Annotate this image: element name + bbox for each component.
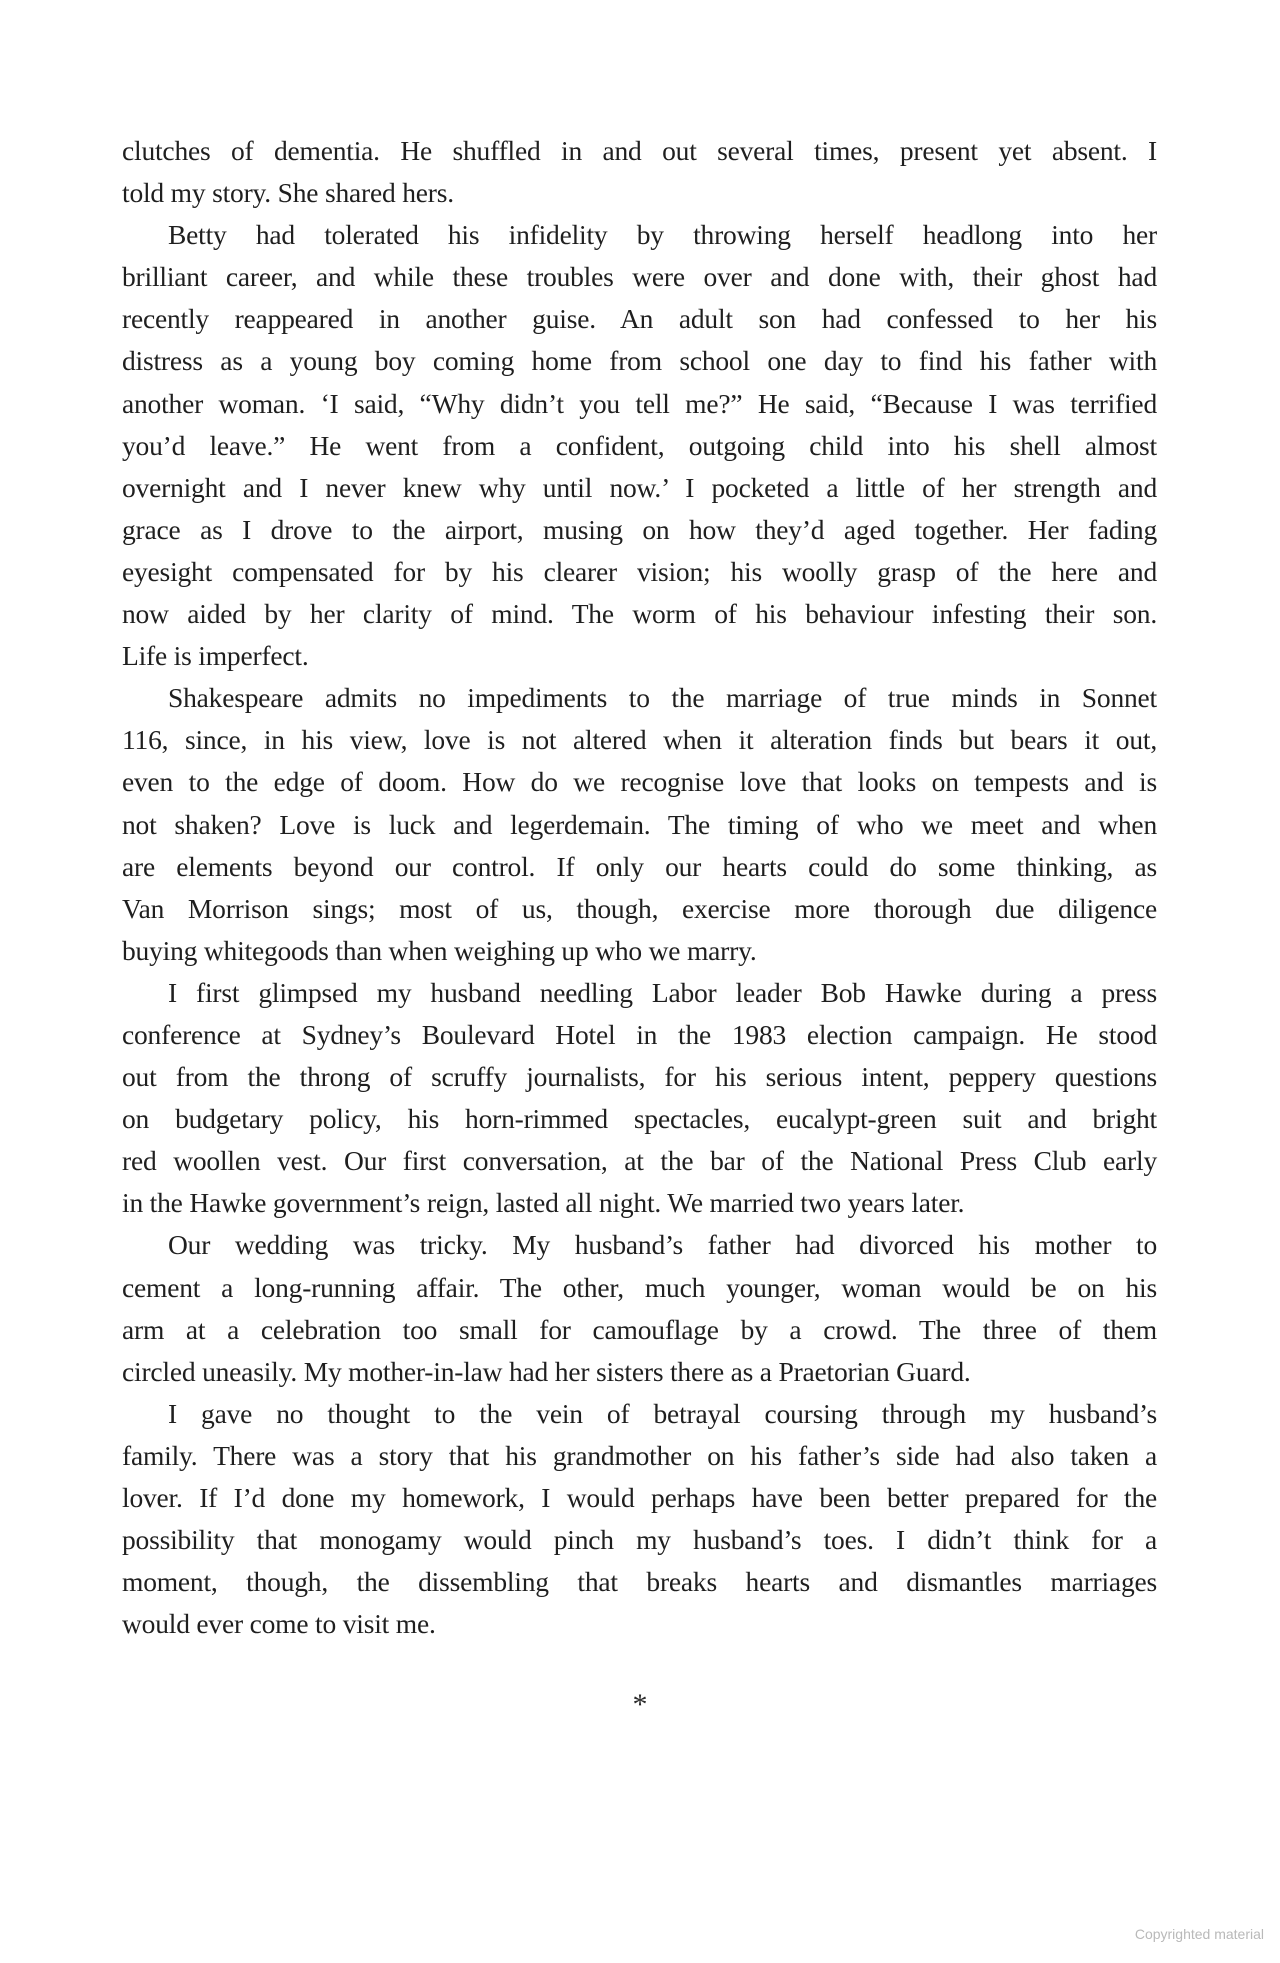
text-line: distress as a young boy coming home from school one day to find his father with bbox=[122, 345, 1157, 377]
text-line: eyesight compensated for by his clearer vision; his woolly grasp of the here and bbox=[122, 555, 1157, 587]
text-line: cement a long-running affair. The other, much younger, woman would be on his bbox=[122, 1271, 1157, 1303]
paragraph bbox=[122, 1393, 1157, 1646]
paragraph bbox=[122, 677, 1157, 972]
text-line: conference at Sydney’s Boulevard Hotel in the 1983 election campaign. He stood bbox=[122, 1018, 1157, 1050]
text-line: circled uneasily. My mother-in-law had her sisters there as a Praetorian Guard. bbox=[122, 1355, 971, 1387]
paragraph bbox=[122, 1224, 1157, 1392]
text-line: out from the throng of scruffy journalists, for his serious intent, peppery questions bbox=[122, 1061, 1157, 1093]
text-line: family. There was a story that his grandmother on his father’s side had also taken a bbox=[122, 1439, 1157, 1471]
text-line: would ever come to visit me. bbox=[122, 1608, 436, 1640]
text-line: told my story. She shared hers. bbox=[122, 177, 454, 209]
text-line: now aided by her clarity of mind. The worm of his behaviour infesting their son. bbox=[122, 598, 1157, 630]
text-line: clutches of dementia. He shuffled in and out several times, present yet absent. I bbox=[122, 135, 1157, 166]
text-line: another woman. ‘I said, “Why didn’t you tell me?” He said, “Because I was terrified bbox=[122, 387, 1157, 419]
text-line: are elements beyond our control. If only our hearts could do some thinking, as bbox=[122, 850, 1157, 882]
text-line: on budgetary policy, his horn-rimmed spectacles, eucalypt-green suit and bright bbox=[122, 1103, 1157, 1135]
text-line: lover. If I’d done my homework, I would perhaps have been better prepared for the bbox=[122, 1482, 1157, 1513]
copyright-watermark: Copyrighted material bbox=[1134, 1926, 1264, 1942]
text-line: moment, though, the dissembling that breaks hearts and dismantles marriages bbox=[122, 1566, 1157, 1598]
text-line: grace as I drove to the airport, musing on how they’d aged together. Her fading bbox=[122, 513, 1157, 545]
text-line: recently reappeared in another guise. An adult son had confessed to her his bbox=[122, 303, 1157, 335]
text-line: Betty had tolerated his infidelity by throwing herself headlong into her bbox=[168, 219, 1157, 251]
text-line: Our wedding was tricky. My husband’s father had divorced his mother to bbox=[168, 1229, 1157, 1261]
text-line: possibility that monogamy would pinch my husband’s toes. I didn’t think for a bbox=[122, 1524, 1157, 1556]
text-line: red woollen vest. Our first conversation, at the bar of the National Press Club early bbox=[122, 1145, 1157, 1177]
paragraph bbox=[122, 130, 1157, 214]
text-line: arm at a celebration too small for camouflage by a crowd. The three of them bbox=[122, 1313, 1157, 1345]
text-line: I first glimpsed my husband needling Labor leader Bob Hawke during a press bbox=[168, 976, 1157, 1008]
text-line: Van Morrison sings; most of us, though, exercise more thorough due diligence bbox=[122, 892, 1157, 924]
text-line: Life is imperfect. bbox=[122, 640, 309, 672]
section-break-asterisk: * bbox=[632, 1688, 648, 1721]
paragraph bbox=[122, 214, 1157, 677]
text-line: overnight and I never knew why until now.’ I pocketed a little of her strength and bbox=[122, 471, 1157, 503]
text-line: not shaken? Love is luck and legerdemain. The timing of who we meet and when bbox=[122, 808, 1157, 840]
text-line: 116, since, in his view, love is not altered when it alteration finds but bears it out, bbox=[122, 724, 1157, 756]
text-line: in the Hawke government’s reign, lasted all night. We married two years later. bbox=[122, 1187, 965, 1219]
text-line: I gave no thought to the vein of betrayal coursing through my husband’s bbox=[168, 1397, 1157, 1429]
text-line: you’d leave.” He went from a confident, outgoing child into his shell almost bbox=[122, 429, 1157, 461]
text-line: buying whitegoods than when weighing up who we marry. bbox=[122, 934, 757, 966]
book-page-body bbox=[122, 130, 1157, 1645]
text-line: brilliant career, and while these troubles were over and done with, their ghost had bbox=[122, 261, 1157, 293]
text-line: Shakespeare admits no impediments to the marriage of true minds in Sonnet bbox=[168, 682, 1157, 714]
text-line: even to the edge of doom. How do we recognise love that looks on tempests and is bbox=[122, 766, 1157, 798]
paragraph bbox=[122, 972, 1157, 1225]
